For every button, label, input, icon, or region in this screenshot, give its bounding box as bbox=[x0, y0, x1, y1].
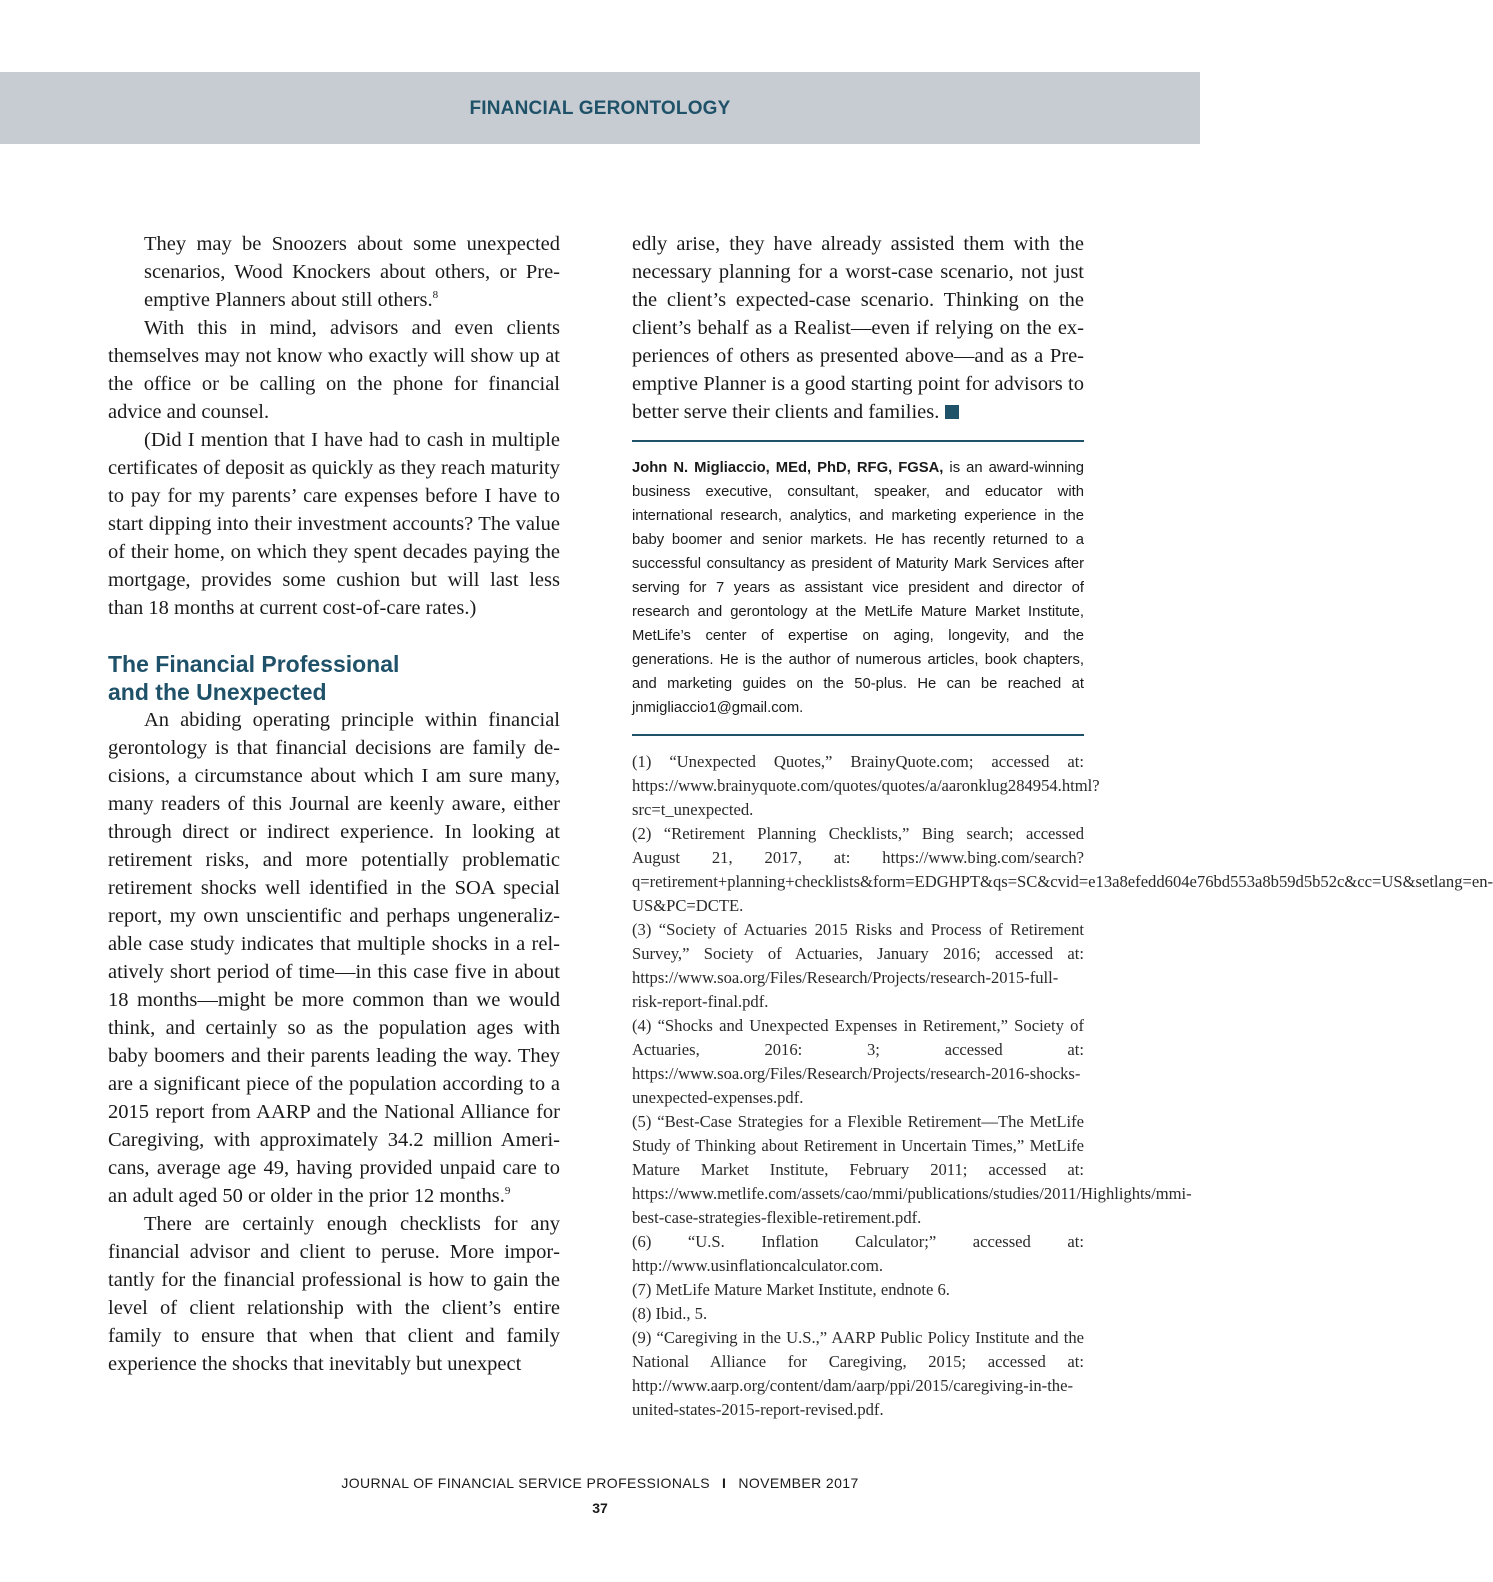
endnote: (3) “Society of Actuaries 2015 Risks and Process of Retirement Survey,” Society of Actuaries, January 2016; accessed at: https://www.soa.org/Files/Research/Projects/research-2015-full-risk-report-final.pdf. bbox=[632, 920, 1084, 1011]
paragraph: With this in mind, advisors and even clients themselves may not know who exactly will show up at the office or be calling on the phone for financial advice and counsel. bbox=[108, 317, 560, 423]
footer-separator: I bbox=[722, 1475, 727, 1491]
divider bbox=[632, 440, 1084, 442]
endnote: (7) MetLife Mature Market Institute, endnote 6. bbox=[632, 1280, 950, 1299]
author-name: John N. Migliaccio, MEd, PhD, RFG, FGSA, bbox=[632, 460, 944, 476]
paragraph bbox=[108, 230, 560, 314]
paragraph-text: An abiding operating principle within financial gerontology is that financial decisions are family decisions, a circumstance about which I am sure many, many readers of this Journal are keenly aware, either through direct or indirect experience. In looking at retirement risks, and more potentially problematic retirement shocks well identified in the SOA special report, my own unscientific and perhaps ungeneralizable case study indicates that multiple shocks in a relatively short period of time—in this case five in about 18 months—might be more common than we would think, and certainly so as the population ages with baby boomers and their parents leading the way. They are a significant piece of the population according to a 2015 report from AARP and the National Alliance for Caregiving, with approximately 34.2 million Americans, average age 49, having provided unpaid care to an adult aged 50 or older in the prior 12 months. bbox=[108, 709, 560, 1207]
paragraph: There are certainly enough checklists for any financial advisor and client to peruse. More importantly for the financial professional is how to gain the level of client relationship with the client’s entire family to ensure that when that client and family experience the shocks that inevitably but unexpect bbox=[108, 1213, 560, 1375]
endnote: (6) “U.S. Inflation Calculator;” accessed at: http://www.usinflationcalculator.com. bbox=[632, 1232, 1084, 1275]
section-title: FINANCIAL GERONTOLOGY bbox=[469, 98, 731, 119]
endnote: (4) “Shocks and Unexpected Expenses in Retirement,” Society of Actuaries, 2016: 3; accessed at: https://www.soa.org/Files/Research/Projects/research-2016-shocks-unexpected-expenses.pdf. bbox=[632, 1016, 1084, 1107]
divider bbox=[632, 734, 1084, 736]
paragraph: (Did I mention that I have had to cash in multiple certificates of deposit as quickly as they reach maturity to pay for my parents’ care expenses before I have to start dipping into their investment accounts? The value of their home, on which they spent decades paying the mortgage, provides some cushion but will last less than 18 months at current cost-of-care rates.) bbox=[108, 429, 560, 619]
footnote-ref: 8 bbox=[432, 289, 439, 302]
author-bio bbox=[632, 456, 1084, 720]
endnote: (5) “Best-Case Strategies for a Flexible Retirement—The MetLife Study of Thinking about Retirement in Uncertain Times,” MetLife Mature Market Institute, February 2011; accessed at: https://www.metlife.com/assets/cao/mmi/publications/studies/2011/Highlights/mmi-best-case-strategies-flexible-retirement.pdf. bbox=[632, 1112, 1192, 1227]
paragraph-text: edly arise, they have already assisted them with the necessary planning for a worst-case scenario, not just the client’s expected-case scenario. Thinking on the client’s behalf as a Realist—even if relying on the experiences of others as presented above—and as a Preemptive Planner is a good starting point for advisors to better serve their clients and families. bbox=[632, 233, 1084, 423]
issue-date: NOVEMBER 2017 bbox=[738, 1475, 859, 1491]
end-of-article-mark bbox=[945, 405, 959, 419]
left-column bbox=[108, 230, 560, 1378]
section-heading-line: The Financial Professional bbox=[108, 651, 400, 677]
paragraph bbox=[108, 706, 560, 1210]
paragraph-text: They may be Snoozers about some unexpected scenarios, Wood Knockers about others, or Preemptive Planners about still others. bbox=[144, 233, 560, 311]
footnote-ref: 9 bbox=[504, 1185, 511, 1198]
right-column bbox=[632, 230, 1493, 1422]
page-number: 37 bbox=[592, 1500, 608, 1516]
section-heading-line: and the Unexpected bbox=[108, 679, 327, 705]
author-bio-text: is an award-winning business executive, consultant, speaker, and educator with international research, analytics, and marketing experience in the baby boomer and senior markets. He has recently returned to a successful consultancy as president of Maturity Mark Services after serving for 7 years as assistant vice president and director of research and gerontology at the MetLife Mature Market Institute, MetLife’s center of expertise on aging, longevity, and the generations. He is the author of numerous articles, book chapters, and marketing guides on the 50-plus. He can be reached at jnmigliaccio1@gmail.com. bbox=[632, 460, 1084, 716]
section-heading bbox=[108, 650, 560, 706]
journal-name: JOURNAL OF FINANCIAL SERVICE PROFESSIONALS bbox=[341, 1475, 711, 1491]
endnote: (1) “Unexpected Quotes,” BrainyQuote.com; accessed at: https://www.brainyquote.com/quotes/quotes/a/aaronklug284954.html?src=t_unexpected. bbox=[632, 752, 1100, 819]
page-footer bbox=[0, 1475, 1200, 1491]
endnote: (2) “Retirement Planning Checklists,” Bing search; accessed August 21, 2017, at: https://www.bing.com/search?q=retirement+planning+checklists&form=EDGHPT&qs=SC&cvid=e13a8efedd604e76bd553a8b59d5b52c&cc=US&setlang=en-US&PC=DCTE. bbox=[632, 824, 1493, 915]
endnotes-list bbox=[632, 750, 1493, 1422]
paragraph bbox=[632, 230, 1084, 426]
endnote: (9) “Caregiving in the U.S.,” AARP Public Policy Institute and the National Alliance for Caregiving, 2015; accessed at: http://www.aarp.org/content/dam/aarp/ppi/2015/caregiving-in-the-united-states-2015-report-revised.pdf. bbox=[632, 1328, 1084, 1419]
endnote: (8) Ibid., 5. bbox=[632, 1304, 708, 1323]
